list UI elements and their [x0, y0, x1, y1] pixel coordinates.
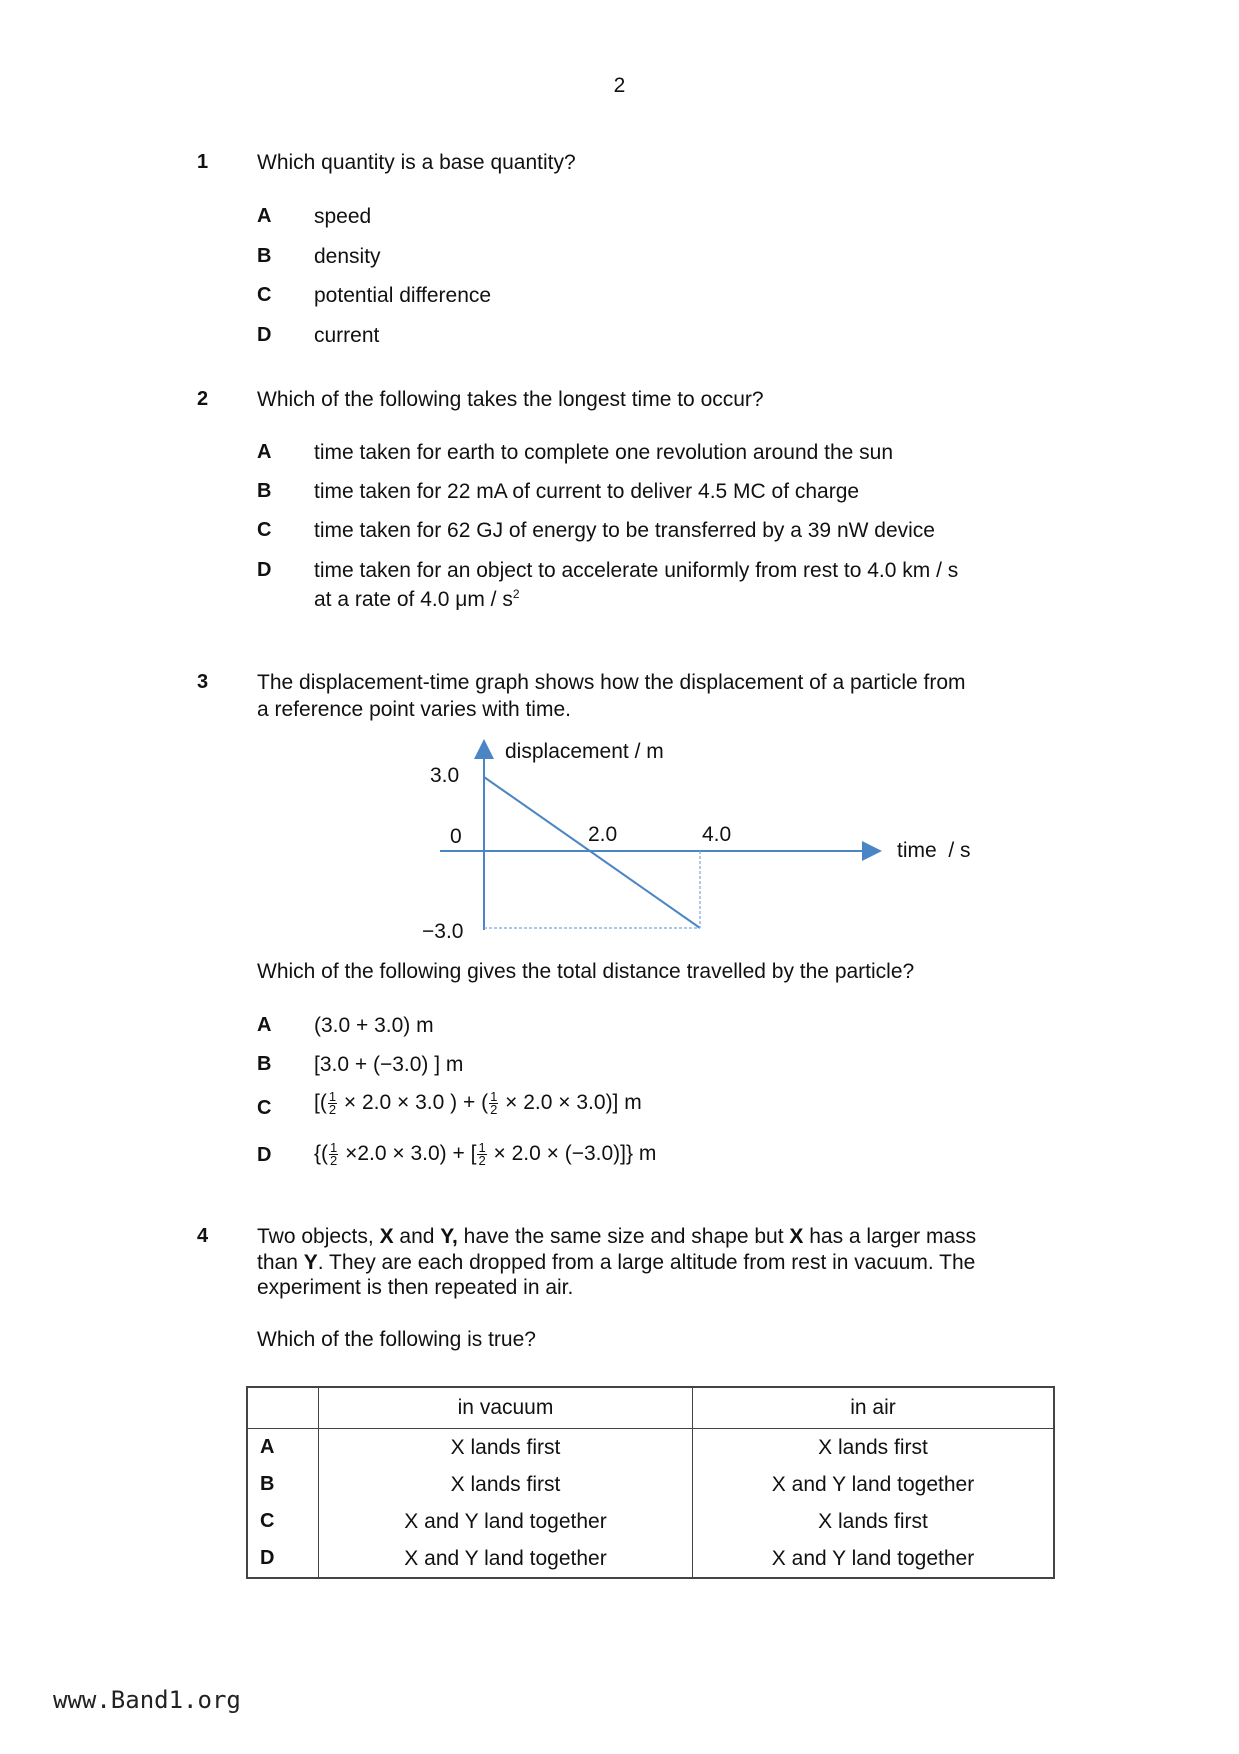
table-header: in air [693, 1387, 1055, 1429]
option-letter: A [257, 205, 272, 227]
row-letter: D [247, 1540, 319, 1578]
question-stem-line-1: The displacement-time graph shows how the displacement of a particle from [257, 671, 966, 694]
question-stem-line-2: than Y. They are each dropped from a large altitude from rest in vacuum. The [257, 1251, 976, 1274]
table-cell: X lands first [818, 1509, 928, 1533]
option-letter: A [257, 1014, 272, 1036]
option-text: {( $\frac{1}{2}$ ×2.0 × 3.0) + [ $\frac{1}{2}$ × 2.0 × (−3.0)]} m [314, 1140, 657, 1168]
question-number: 4 [197, 1225, 209, 1247]
table-header-row [247, 1387, 1054, 1429]
fraction: $\frac{1}{2}$ [330, 1140, 338, 1168]
option-text: [3.0 + (−3.0) ] m [314, 1053, 464, 1076]
x-axis-label: time / s [897, 839, 971, 862]
question-prompt: Which of the following gives the total distance travelled by the particle? [257, 960, 915, 983]
option-text: time taken for earth to complete one revolution around the sun [314, 441, 894, 464]
table-cell: X lands first [319, 1466, 693, 1503]
option-letter: A [257, 441, 272, 463]
displacement-time-graph [420, 735, 1000, 950]
y-tick: −3.0 [422, 920, 464, 943]
option-text: [( $\frac{1}{2}$ × 2.0 × 3.0 ) + ( $\frac{1}{2}$ × 2.0 × 3.0)] m [314, 1089, 642, 1117]
table-cell: X and Y land together [771, 1546, 975, 1570]
option-letter: D [257, 559, 272, 581]
table-row [247, 1466, 1054, 1503]
fraction: $\frac{1}{2}$ [328, 1089, 337, 1117]
option-text: speed [314, 205, 372, 228]
page-number: 2 [613, 74, 626, 97]
fraction: $\frac{1}{2}$ [490, 1089, 498, 1117]
question-stem: Which of the following takes the longest time to occur? [257, 388, 764, 411]
question-prompt: Which of the following is true? [257, 1328, 536, 1351]
table-cell: X lands first [818, 1435, 928, 1459]
option-text-continued: at a rate of 4.0 μm / $s^2$ [314, 587, 520, 611]
table-cell: X lands first [319, 1429, 693, 1467]
table-cell: X and Y land together [319, 1503, 693, 1540]
question-number: 1 [197, 151, 209, 173]
option-text: time taken for 62 GJ of energy to be transferred by a 39 nW device [314, 519, 935, 542]
option-letter: B [257, 245, 272, 267]
option-text: (3.0 + 3.0) m [314, 1014, 434, 1037]
y-axis-label: displacement / m [505, 740, 664, 763]
option-text: current [314, 324, 380, 347]
question-number: 2 [197, 388, 209, 410]
footer-watermark: www.Band1.org [53, 1686, 241, 1714]
option-letter: C [257, 1097, 272, 1119]
answer-table [246, 1386, 1055, 1579]
x-tick: 2.0 [588, 823, 618, 846]
row-letter: B [247, 1466, 319, 1503]
question-number: 3 [197, 671, 209, 693]
y-tick: 0 [450, 825, 462, 848]
table-row [247, 1540, 1054, 1578]
table-row [247, 1503, 1054, 1540]
question-stem: Which quantity is a base quantity? [257, 151, 576, 174]
y-tick: 3.0 [430, 764, 460, 787]
table-cell: X and Y land together [771, 1472, 975, 1496]
question-stem-line-2: a reference point varies with time. [257, 698, 571, 721]
row-letter: A [247, 1429, 319, 1467]
table-header: in vacuum [319, 1387, 693, 1429]
option-text: time taken for an object to accelerate uniformly from rest to 4.0 km / s [314, 559, 959, 582]
option-letter: D [257, 324, 272, 346]
table-header [247, 1387, 319, 1429]
option-letter: B [257, 1053, 272, 1075]
question-stem-line-1: Two objects, X and Y, have the same size and shape but X has a larger mass [257, 1225, 977, 1248]
table-cell: X and Y land together [319, 1540, 693, 1578]
option-letter: D [257, 1144, 272, 1166]
option-letter: C [257, 284, 272, 306]
x-tick: 4.0 [702, 823, 732, 846]
option-letter: C [257, 519, 272, 541]
option-text: density [314, 245, 381, 268]
option-letter: B [257, 480, 272, 502]
question-stem-line-3: experiment is then repeated in air. [257, 1276, 574, 1299]
option-text: time taken for 22 mA of current to deliver 4.5 MC of charge [314, 480, 860, 503]
row-letter: C [247, 1503, 319, 1540]
option-text: potential difference [314, 284, 492, 307]
data-line [484, 777, 700, 928]
fraction: $\frac{1}{2}$ [478, 1140, 486, 1168]
table-row [247, 1429, 1054, 1467]
